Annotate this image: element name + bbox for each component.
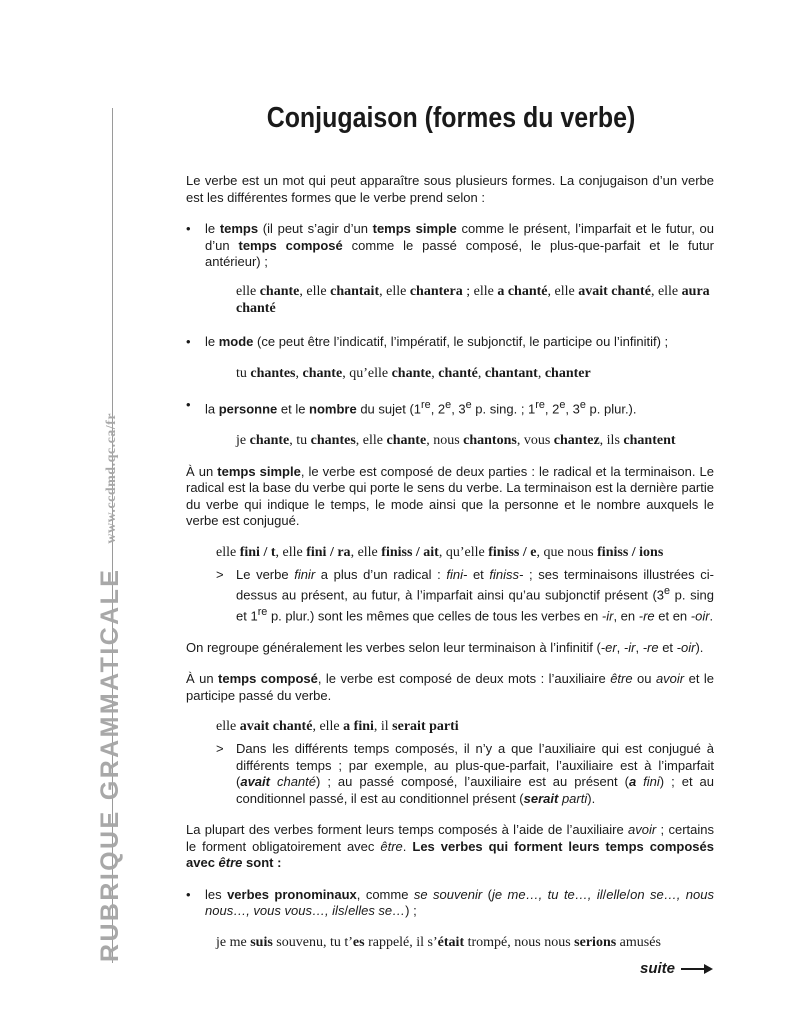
website-url: www.ccdmd.qc.ca/fr (104, 412, 119, 544)
page-title: Conjugaison (formes du verbe) (266, 102, 636, 134)
note-finir: > Le verbe finir a plus d’un radical : fini- et finiss- ; ses terminaisons illustrées ci-dessus au présent, au futur, à l’imparfait ainsi qu’au subjonctif présent (3e p. sing et 1re p. plur.) sont les mêmes que celles de tous les verbes en -ir, en -re et en -oir. (216, 566, 714, 624)
plupart-paragraph: La plupart des verbes forment leurs temps composés à l’aide de l’auxiliaire avoir ; certains le forment obligatoirement avec être. Les verbes qui forment leurs temps composés avec être sont : (186, 822, 714, 871)
arrow-right-icon (681, 968, 711, 970)
bullet-dot-icon: • (186, 886, 191, 902)
regroupement-paragraph: On regroupe généralement les verbes selon leur terminaison à l’infinitif (-er, -ir, -re et -oir). (186, 639, 704, 655)
example-temps-compose: elle avait chanté, elle a fini, il serait parti (216, 719, 459, 735)
rubric-label: RUBRIQUE GRAMMATICALE (96, 567, 124, 962)
intro-paragraph: Le verbe est un mot qui peut apparaître sous plusieurs formes. La conjugaison d’un verbe est les différentes formes que le verbe prend selon : (186, 173, 714, 205)
temps-compose-paragraph: À un temps composé, le verbe est composé de deux mots : l’auxiliaire être ou avoir et le participe passé du verbe. (186, 671, 714, 703)
example-mode: tu chantes, chante, qu’elle chante, chanté, chantant, chanter (236, 366, 591, 381)
main-content (186, 173, 714, 951)
sidebar-vertical-text (96, 413, 125, 962)
bullet-dot-icon: • (186, 397, 191, 412)
bullet-pronominaux: • les verbes pronominaux, comme se souvenir (je me…, tu te…, il/elle/on se…, nous nous…, vous vous…, ils/elles se…) ; (186, 886, 714, 919)
suite-link[interactable]: suite (640, 960, 676, 977)
example-temps-simple: elle fini / t, elle fini / ra, elle finiss / ait, qu’elle finiss / e, que nous finiss / ions (216, 544, 664, 560)
example-pronominaux: je me suis souvenu, tu t’es rappelé, il s’était trompé, nous nous serions amusés (216, 934, 661, 950)
note-auxiliaire: > Dans les différents temps composés, il n’y a que l’auxiliaire qui est conjugué à différents temps ; par exemple, au plus-que-parfait, l’auxiliaire est à l’imparfait (avait chanté) ; au passé composé, l’auxiliaire est au présent (a fini) ; et au conditionnel passé, il est au conditionnel présent (serait parti). (216, 741, 715, 806)
note-marker-icon: > (216, 741, 224, 757)
bullet-dot-icon: • (186, 333, 191, 349)
example-temps: elle chante, elle chantait, elle chantera ; elle a chanté, elle avait chanté, elle aura chanté (236, 283, 710, 316)
example-personne: je chante, tu chantes, elle chante, nous chantons, vous chantez, ils chantent (236, 432, 676, 448)
bullet-mode: • le mode (ce peut être l’indicatif, l’impératif, le subjonctif, le participe ou l’infinitif) ; (186, 333, 669, 349)
note-marker-icon: > (216, 566, 224, 582)
bullet-dot-icon: • (186, 221, 191, 236)
temps-simple-paragraph: À un temps simple, le verbe est composé de deux parties : le radical et la terminaison. Le radical est la base du verbe qui porte le sens du verbe. La terminaison est la dernière partie du verbe qui indique le temps, le mode ainsi que la personne et le nombre auxquels le verbe est conjugué. (186, 463, 714, 529)
bullet-temps: • le temps (il peut s’agir d’un temps simple comme le présent, l’imparfait et le futur, ou d’un temps composé comme le passé composé, le plus-que-parfait et le futur antérieur) ; (186, 221, 714, 269)
bullet-personne: • la personne et le nombre du sujet (1re, 2e, 3e p. sing. ; 1re, 2e, 3e p. plur.). (186, 397, 637, 417)
